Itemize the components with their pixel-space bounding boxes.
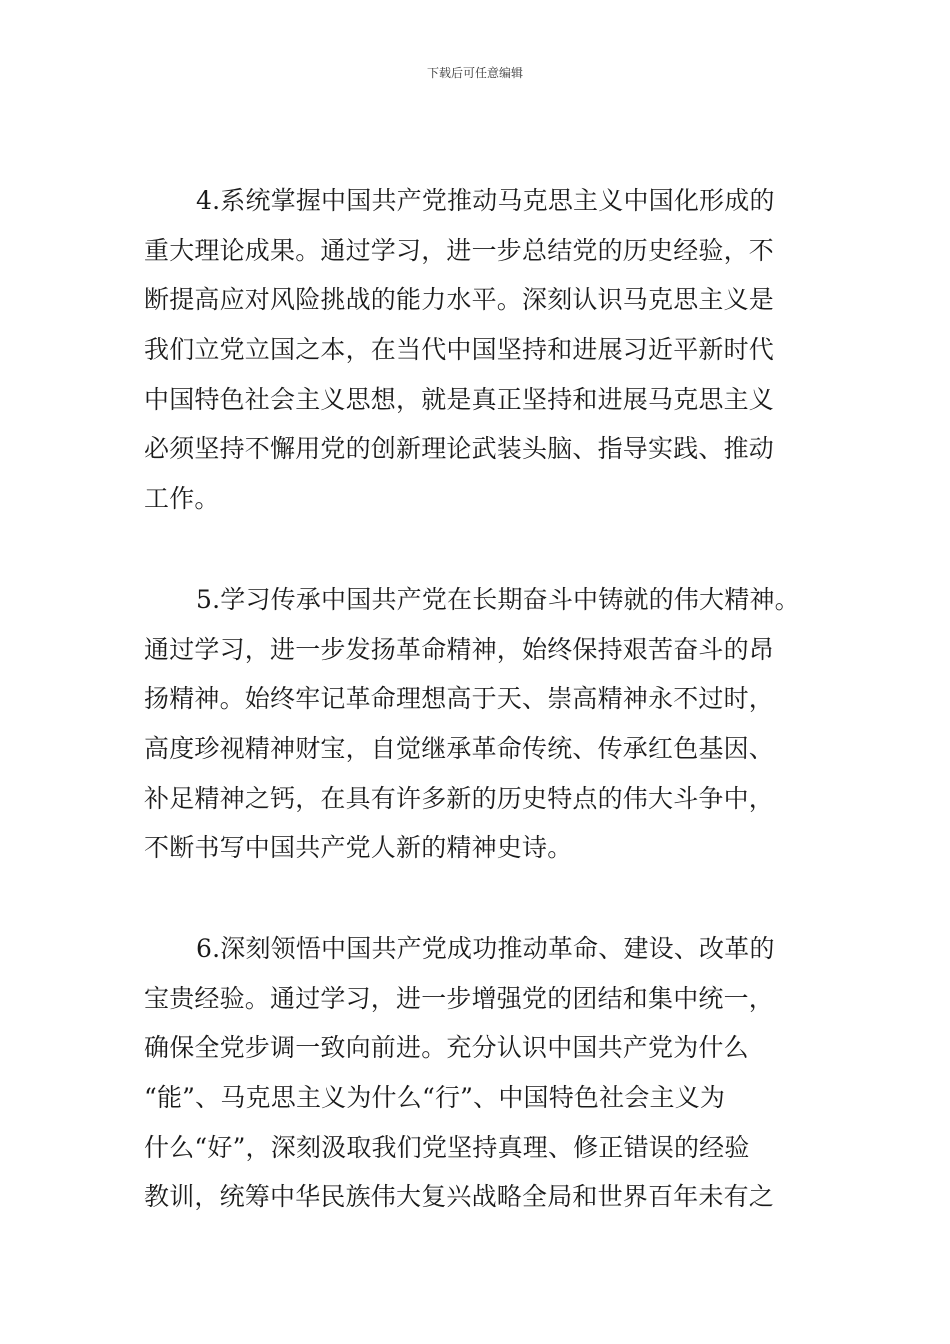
text-line: 扬精神。始终牢记革命理想高于天、崇高精神永不过时，: [144, 684, 775, 714]
text-line: 5.学习传承中国共产党在长期奋斗中铸就的伟大精神。: [196, 584, 800, 614]
text-line: 通过学习，进一步发扬革命精神，始终保持艰苦奋斗的昂: [144, 634, 775, 664]
text-line: 我们立党立国之本，在当代中国坚持和进展习近平新时代: [144, 335, 775, 365]
text-line: 中国特色社会主义思想，就是真正坚持和进展马克思主义: [144, 384, 775, 414]
paragraph-5: [144, 575, 820, 873]
text-line: 补足精神之钙，在具有许多新的历史特点的伟大斗争中，: [144, 783, 775, 813]
text-line: 4.系统掌握中国共产党推动马克思主义中国化形成的: [196, 186, 775, 215]
document-body: [144, 176, 820, 1273]
paragraph-6: [144, 924, 820, 1222]
text-line: “能”、马克思主义为什么“行”、中国特色社会主义为: [144, 1083, 726, 1112]
text-line: 工作。: [144, 484, 220, 514]
text-line: 重大理论成果。通过学习，进一步总结党的历史经验，不: [144, 235, 775, 265]
text-line: 确保全党步调一致向前进。充分认识中国共产党为什么: [144, 1033, 749, 1063]
text-line: 宝贵经验。通过学习，进一步增强党的团结和集中统一，: [144, 983, 775, 1013]
page-header: 下载后可任意编辑: [426, 66, 523, 80]
text-line: 必须坚持不懈用党的创新理论武装头脑、指导实践、推动: [144, 434, 775, 464]
text-line: 什么“好”，深刻汲取我们党坚持真理、修正错误的经验: [144, 1132, 750, 1162]
text-line: 6.深刻领悟中国共产党成功推动革命、建设、改革的: [196, 933, 775, 963]
text-line: 教训，统筹中华民族伟大复兴战略全局和世界百年未有之: [144, 1182, 775, 1212]
text-line: 高度珍视精神财宝，自觉继承革命传统、传承红色基因、: [144, 733, 775, 763]
paragraph-4: [144, 176, 820, 524]
text-line: 断提高应对风险挑战的能力水平。深刻认识马克思主义是: [144, 285, 775, 315]
text-line: 不断书写中国共产党人新的精神史诗。: [144, 833, 573, 863]
